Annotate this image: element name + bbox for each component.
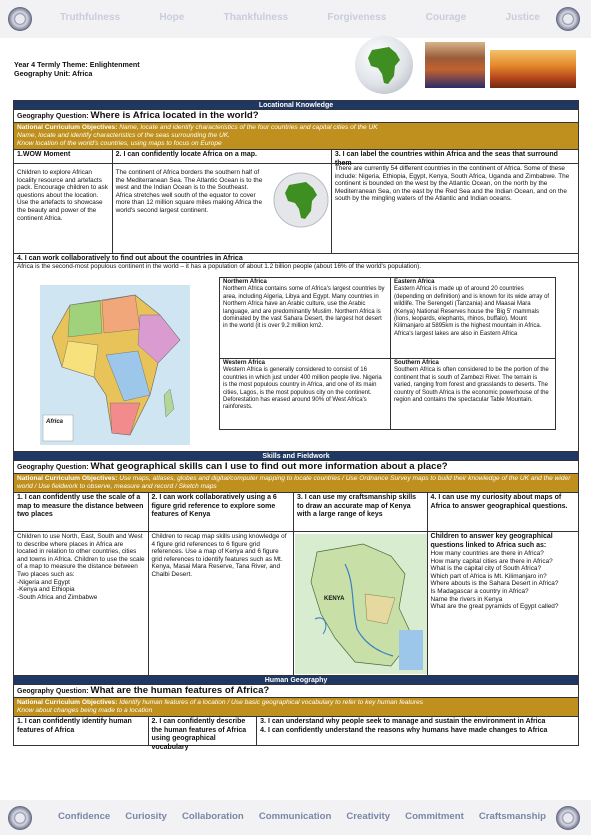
- wow-moment-heading: 1.WOW Moment: [14, 150, 113, 163]
- question-text: What geographical skills can I use to find out more information about a place?: [90, 461, 448, 472]
- list-item: Which part of Africa is Mt. Kilimanjaro in?: [430, 572, 547, 580]
- section-skills-fieldwork: Skills and Fieldwork: [14, 452, 578, 461]
- kenya-map-cell: [294, 532, 428, 675]
- question-text: What are the human features of Africa?: [90, 685, 270, 696]
- africa-silhouette-icon: [355, 36, 413, 94]
- geography-question: Geography Question: What geographical skills can I use to find out more information about a place?: [14, 461, 578, 474]
- describe-features-heading: 2. I can confidently describe the human features of Africa using geographical vocabulary: [149, 717, 258, 745]
- list-item: Name the rivers in Kenya: [430, 595, 503, 603]
- section-human-geography: Human Geography: [14, 676, 578, 685]
- questions-heading: Children to answer key geographical questions linked to Africa such as:: [430, 533, 553, 549]
- list-item: -Nigeria and Egypt: [17, 578, 70, 586]
- values-list-bottom: [58, 811, 546, 822]
- value-word: Communication: [258, 811, 332, 822]
- region-eastern-africa: Eastern Africa Eastern Africa is made up of around 20 countries (depending on definition) and is known for its wide array of wildlife. The Serengeti (Tanzania) and Maasai Mara (Kenya) National Reserves house the 'Big 5' mammals (lions, leopards, elephants, rhinos, buffalo). Mount Kilimanjaro at 5895km is the highest mountain in Africa. Africa's largest lakes are also in Eastern Africa: [394, 279, 550, 337]
- africa-globe-icon: [273, 172, 329, 228]
- school-crest-icon: [556, 7, 580, 31]
- school-crest-icon: [556, 806, 580, 830]
- national-curriculum-objectives: National Curriculum Objectives: Name, locate and identify characteristics of the four countries and capital cities of the UK Name, locate and identify characteristics of the seas surrounding the UK. Know location of the world's countries, using maps to focus on Europe: [14, 123, 578, 150]
- kenya-map-heading: 3. I can use my craftsmanship skills to draw an accurate map of Kenya with a large range of keys: [294, 493, 428, 531]
- grid-reference-text: Children to recap map skills using knowledge of 4 figure grid references to 6 figure grid references. Use a map of Kenya and 6 figure grid references to identify features such as Mt. Kenya, Masai Mara Reserve, Tana River, and Chalbi Desert.: [149, 532, 294, 675]
- wow-moment-text: Children to explore African locality resource and artefacts pack. Encourage children to ask questions about the location. Use the artefacts to showcase the beauty and power of the continent Africa.: [14, 164, 113, 253]
- geography-unit: Geography Unit: Africa: [14, 69, 93, 78]
- skills-content-row: [14, 532, 578, 676]
- value-word: Confidence: [58, 811, 111, 822]
- manage-environment-heading: 3. I can understand why people seek to manage and sustain the environment in Africa: [260, 718, 546, 725]
- africa-regions-grid: [219, 277, 556, 430]
- section-locational-knowledge: Locational Knowledge: [14, 101, 578, 110]
- value-word: Thankfulness: [223, 12, 289, 23]
- locate-africa-text: The continent of Africa borders the southern half of the Mediterranean Sea. The Atlantic Ocean is to the west and the Indian Ocean is to the Southeast. Africa stretches well south of the equator to cover more than 12 million square miles making Africa the world's second largest continent.: [115, 169, 263, 214]
- locate-africa-heading: 2. I can confidently locate Africa on a map.: [113, 150, 332, 163]
- kenya-map-label: KENYA: [324, 596, 345, 602]
- value-word: Hope: [159, 12, 185, 23]
- list-item: What are the great pyramids of Egypt called?: [430, 603, 559, 611]
- african-people-photo: [425, 42, 485, 88]
- values-top-banner: [0, 0, 591, 38]
- list-item: What is the capital city of South Africa?: [430, 565, 542, 573]
- value-word: Creativity: [346, 811, 391, 822]
- list-item: Where abouts is the Sahara Desert in Africa?: [430, 580, 559, 588]
- geography-question: Geography Question: What are the human features of Africa?: [14, 685, 578, 698]
- locate-africa-cell: [113, 164, 332, 253]
- curiosity-heading: 4. I can use my curiosity about maps of Africa to answer geographical questions.: [430, 494, 568, 510]
- human-changes-heading: 4. I can confidently understand the reasons why humans have made changes to Africa: [260, 726, 548, 734]
- grid-reference-heading: 2. I can work collaboratively using a 6 figure grid reference to explore some features of Kenya: [149, 493, 294, 531]
- region-southern-africa: Southern Africa Southern Africa is often considered to be the portion of the continent that is south of Zambezi River. The terrain is varied, ranging from forest and grasslands to deserts. The country of South Africa is the economic powerhouse of the region and contains the spectacular Table Mountain.: [394, 360, 549, 404]
- label-countries-text: There are currently 54 different countries in the continent of Africa. Some of these include: Nigeria, Ethiopia, Egypt, Kenya, South Africa, Uganda and Zimbabwe. The continent is bounded on the west by the Atlantic Ocean, on the north by the Mediterranean Sea, on the east by the Red Sea and the Indian Ocean, and on the south by the mingling waters of the Atlantic and Indian oceans.: [334, 165, 570, 203]
- list-item: -South Africa and Zimbabwe: [17, 593, 98, 601]
- objective-content-row: [14, 164, 578, 254]
- human-headings-row: [14, 717, 578, 751]
- values-list-top: [60, 12, 540, 23]
- list-item: How many capital cities are there in Africa?: [430, 557, 553, 565]
- map-title: Africa: [46, 419, 64, 425]
- region-western-africa: Western Africa Western Africa is generally considered to consist of 16 countries in which just under 400 million people live. Nigeria is the most populous country in Africa, and one of its main cities, Lagos, is the most populous city on the continent. Deforestation has erased around 90% of West Africa's rainforests.: [223, 360, 382, 411]
- school-crest-icon: [8, 7, 32, 31]
- national-curriculum-objectives: National Curriculum Objectives: Identify human features of a location / Use basic geographical vocabulary to refer to key human features Know about changes being made to a location: [14, 698, 578, 717]
- list-item: How many countries are there in Africa?: [430, 550, 544, 557]
- map-scale-heading: 1. I can confidently use the scale of a map to measure the distance between two places: [14, 493, 149, 531]
- value-word: Forgiveness: [327, 12, 387, 23]
- objective-headings-row: [14, 150, 578, 167]
- region-northern-africa: Northern Africa Northern Africa contains some of Africa's largest countries by area, including Algeria, Libya and Egypt. Many countries in Northern Africa have an Arabic culture, use the Arabic language, and are predominantly Muslim. Northern Africa is dominated by the vast Sahara Desert, the largest hot desert in the world (it is over 9.2 million km2.: [223, 279, 385, 330]
- globe-africa-image: [355, 36, 413, 94]
- label-countries-heading: 3. I can label the countries within Africa and the seas that surround them: [334, 151, 558, 167]
- desert-dunes-photo: [490, 50, 576, 88]
- human-features-heading: 1. I can confidently identify human features of Africa: [14, 717, 149, 745]
- value-word: Collaboration: [181, 811, 244, 822]
- value-word: Justice: [505, 12, 540, 23]
- skills-headings-row: [14, 493, 578, 532]
- national-curriculum-objectives: National Curriculum Objectives: Use maps, atlases, globes and digital/computer mapping to locate countries / Use Ordnance Survey maps to build their knowledge of the UK and the wider world / Use fieldwork to observe, measure and record / Sketch maps: [14, 474, 578, 493]
- africa-political-map: [40, 285, 190, 445]
- manage-environment-cell: [257, 717, 578, 745]
- question-text: Where is Africa located in the world?: [90, 110, 259, 121]
- list-item: Is Madagascar a country in Africa?: [430, 587, 529, 595]
- value-word: Craftsmanship: [478, 811, 546, 822]
- collaborate-heading: 4. I can work collaboratively to find out about the countries in Africa: [14, 254, 578, 263]
- collaborate-section: [14, 263, 578, 452]
- map-scale-text: Children to use North, East, South and West to describe where places in Africa are located in relation to other countries, cities and towns in Africa. Children to use the scale of a map to measure the distance between Two places such as:: [17, 533, 145, 578]
- map-scale-cell: [14, 532, 149, 675]
- planning-document: [13, 100, 579, 751]
- value-word: Commitment: [405, 811, 464, 822]
- africa-population-text: Africa is the second-most populous continent in the world – it has a population of about 1.2 billion people (about 16% of the world's population).: [17, 263, 422, 270]
- geography-question: Geography Question: Where is Africa located in the world?: [14, 110, 578, 123]
- school-crest-icon: [8, 806, 32, 830]
- page-header: [14, 60, 140, 78]
- kenya-map-icon: [295, 534, 427, 674]
- value-word: Truthfulness: [60, 12, 121, 23]
- geography-questions-cell: [428, 532, 578, 675]
- value-word: Courage: [425, 12, 467, 23]
- termly-theme: Year 4 Termly Theme: Enlightenment: [14, 60, 140, 69]
- list-item: -Kenya and Ethiopia: [17, 586, 75, 594]
- value-word: Curiosity: [125, 811, 167, 822]
